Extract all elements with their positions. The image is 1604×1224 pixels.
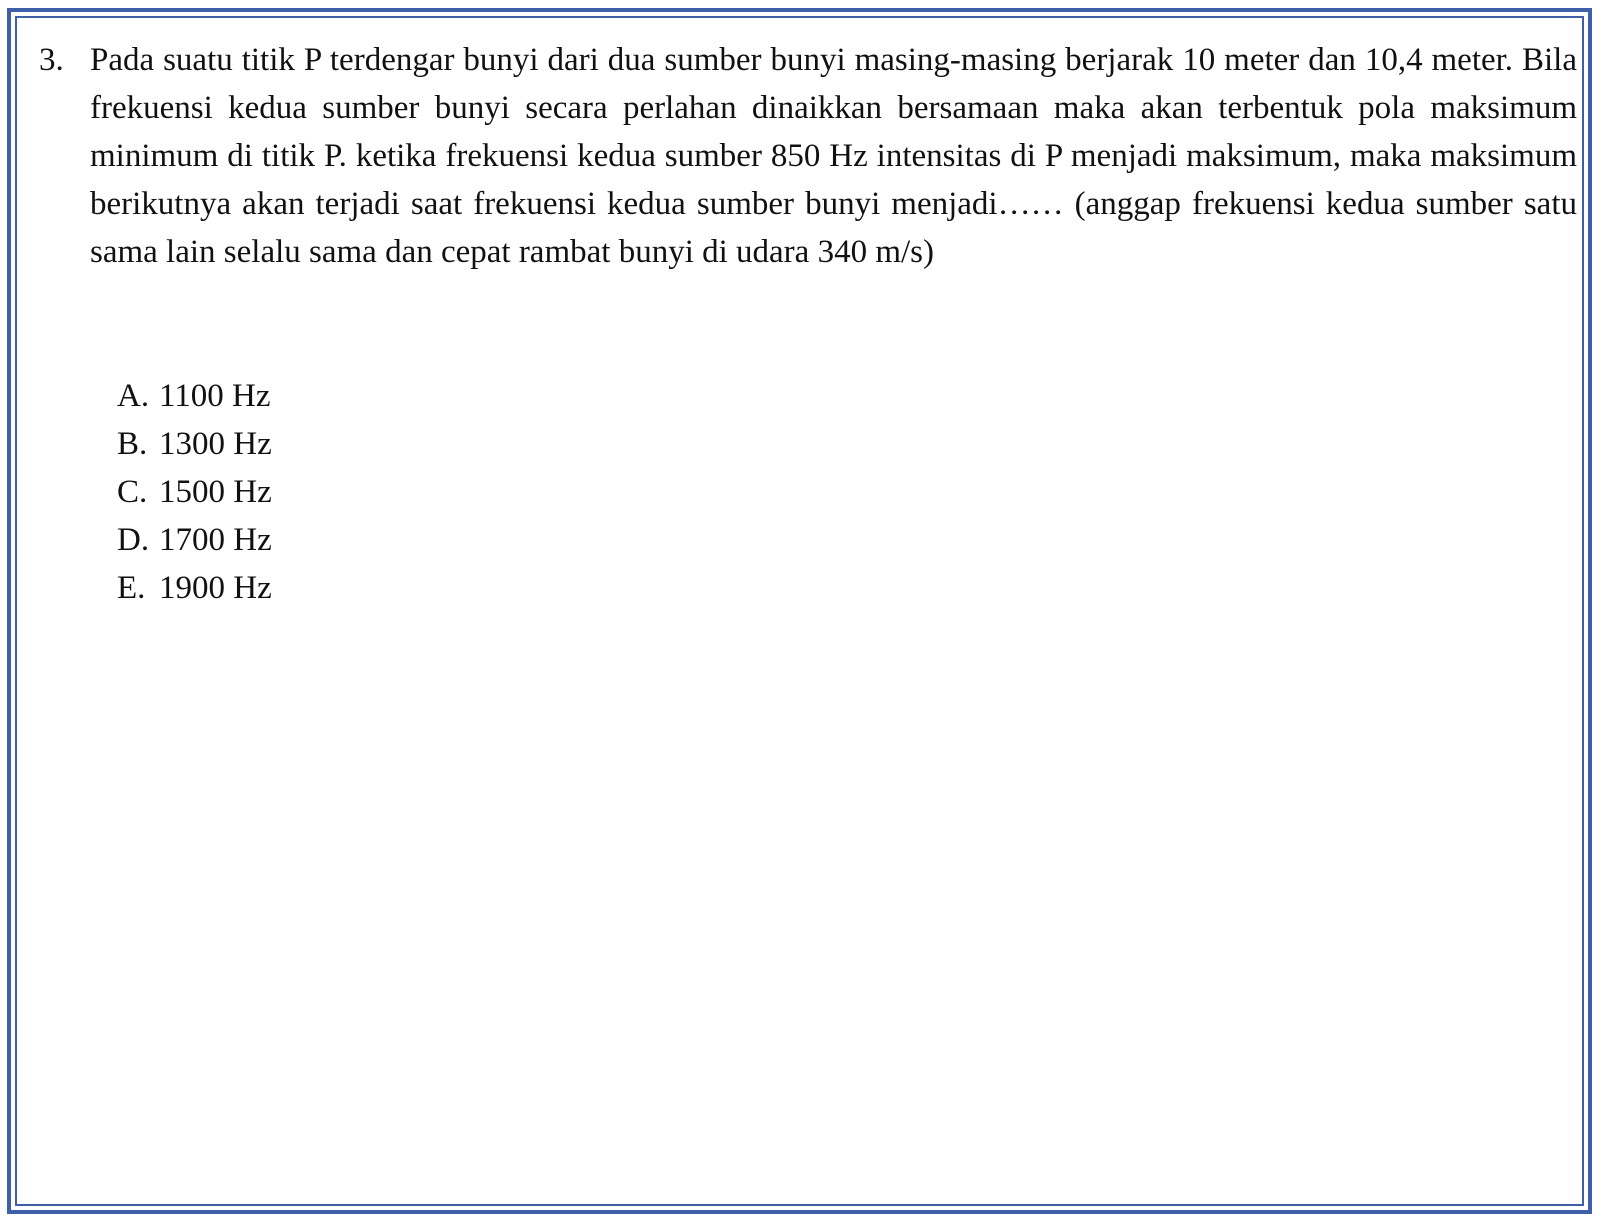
- option-value: 1100 Hz: [159, 378, 271, 414]
- option-letter: B.: [117, 426, 148, 462]
- option-letter: E.: [117, 570, 146, 606]
- option-d: [117, 516, 272, 564]
- option-e: [117, 564, 272, 612]
- question-number: 3.: [39, 42, 64, 78]
- option-a: [117, 372, 272, 420]
- option-b: [117, 420, 272, 468]
- option-value: 1500 Hz: [159, 474, 272, 510]
- question-block: [39, 36, 1577, 276]
- question-frame-inner: [15, 16, 1584, 1206]
- option-letter: A.: [117, 378, 150, 414]
- option-letter: D.: [117, 522, 150, 558]
- question-frame-outer: [7, 8, 1592, 1214]
- option-value: 1900 Hz: [159, 570, 272, 606]
- question-text: Pada suatu titik P terdengar bunyi dari dua sumber bunyi masing-masing berjarak 10 meter dan 10,4 meter. Bila frekuensi kedua sumber bunyi secara perlahan dinaikkan bersamaan maka akan terbentuk pola maksimum minimum di titik P. ketika frekuensi kedua sumber 850 Hz intensitas di P menjadi maksimum, maka maksimum berikutnya akan terjadi saat frekuensi kedua sumber bunyi menjadi…… (anggap frekuensi kedua sumber satu sama lain selalu sama dan cepat rambat bunyi di udara 340 m/s): [90, 42, 1577, 270]
- option-value: 1300 Hz: [159, 426, 272, 462]
- option-value: 1700 Hz: [159, 522, 272, 558]
- answer-options: [117, 372, 272, 612]
- option-c: [117, 468, 272, 516]
- option-letter: C.: [117, 474, 148, 510]
